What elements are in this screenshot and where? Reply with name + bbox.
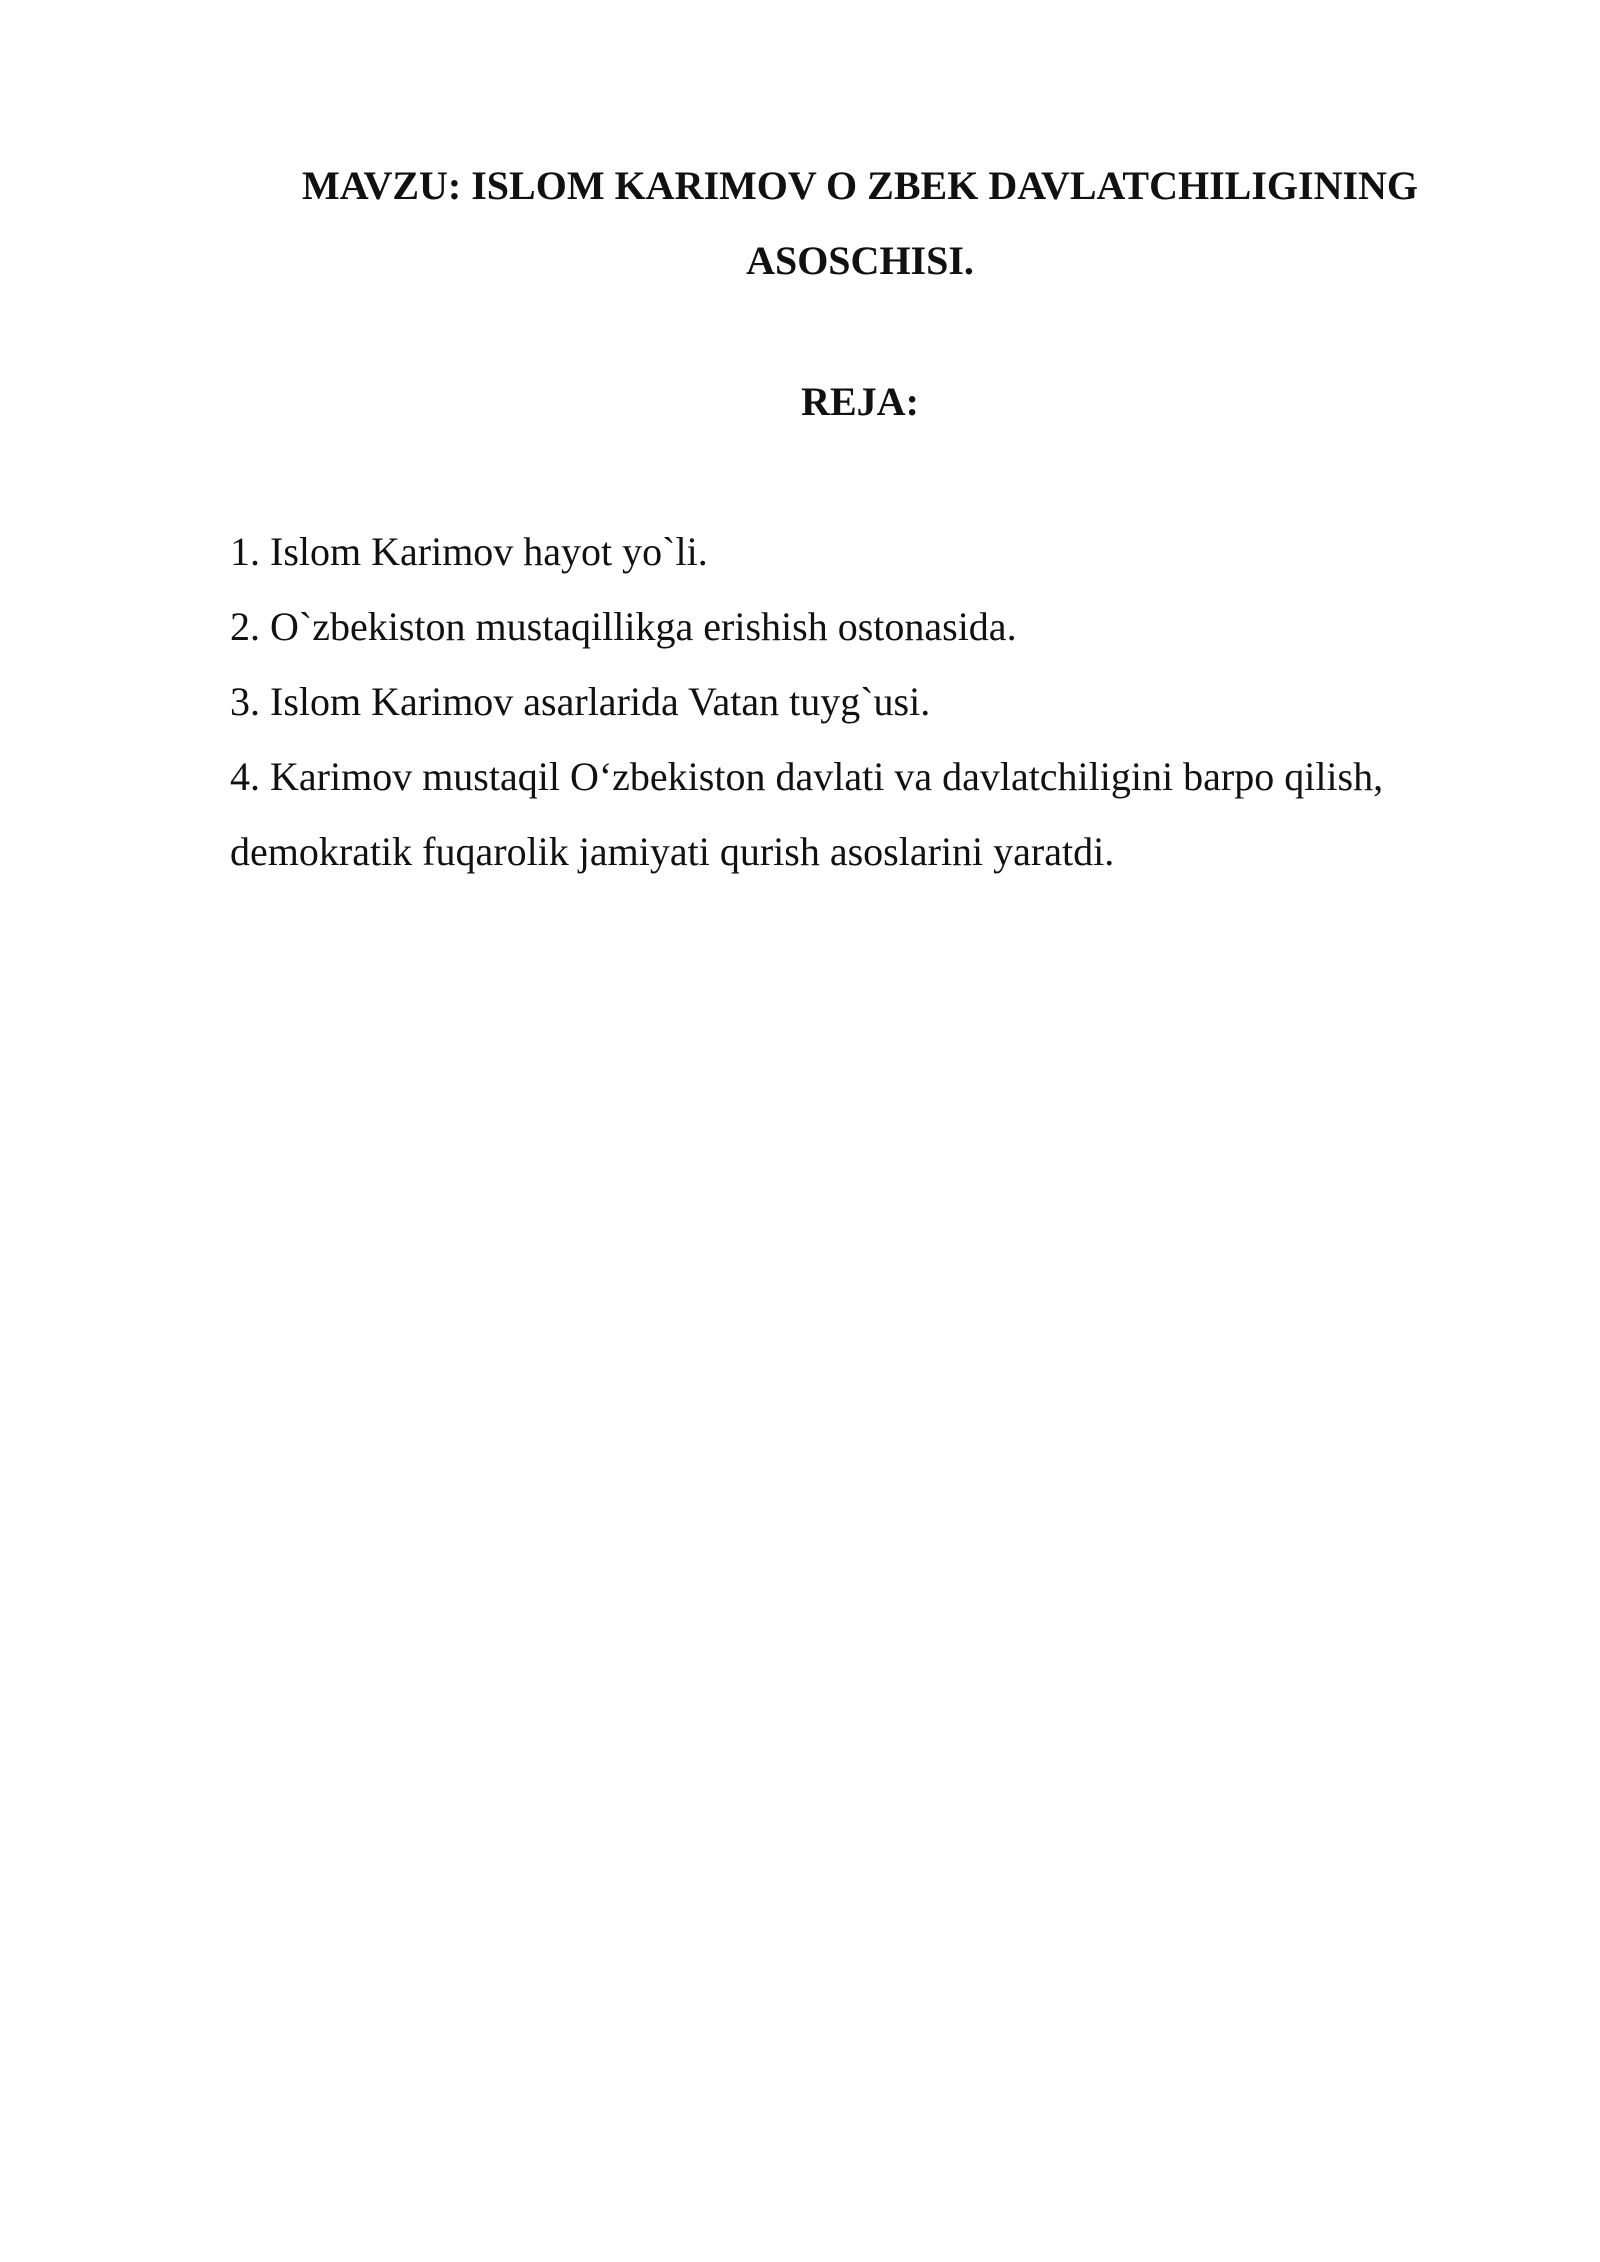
plan-heading: REJA: [801, 379, 919, 424]
plan-list [230, 514, 1490, 889]
plan-item-2: 2. O`zbekiston mustaqillikga erishish ostonasida. [230, 604, 1017, 649]
plan-item-1: 1. Islom Karimov hayot yo`li. [230, 529, 708, 574]
plan-item-3: 3. Islom Karimov asarlarida Vatan tuyg`usi. [230, 679, 931, 724]
plan-item-4: 4. Karimov mustaqil O‘zbekiston davlati va davlatchiligini barpo qilish, demokratik fuqarolik jamiyati qurish asoslarini yaratdi. [230, 754, 1384, 874]
document-title: MAVZU: ISLOM KARIMOV O ZBEK DAVLATCHILIGINING ASOSCHISI. [301, 163, 1419, 283]
